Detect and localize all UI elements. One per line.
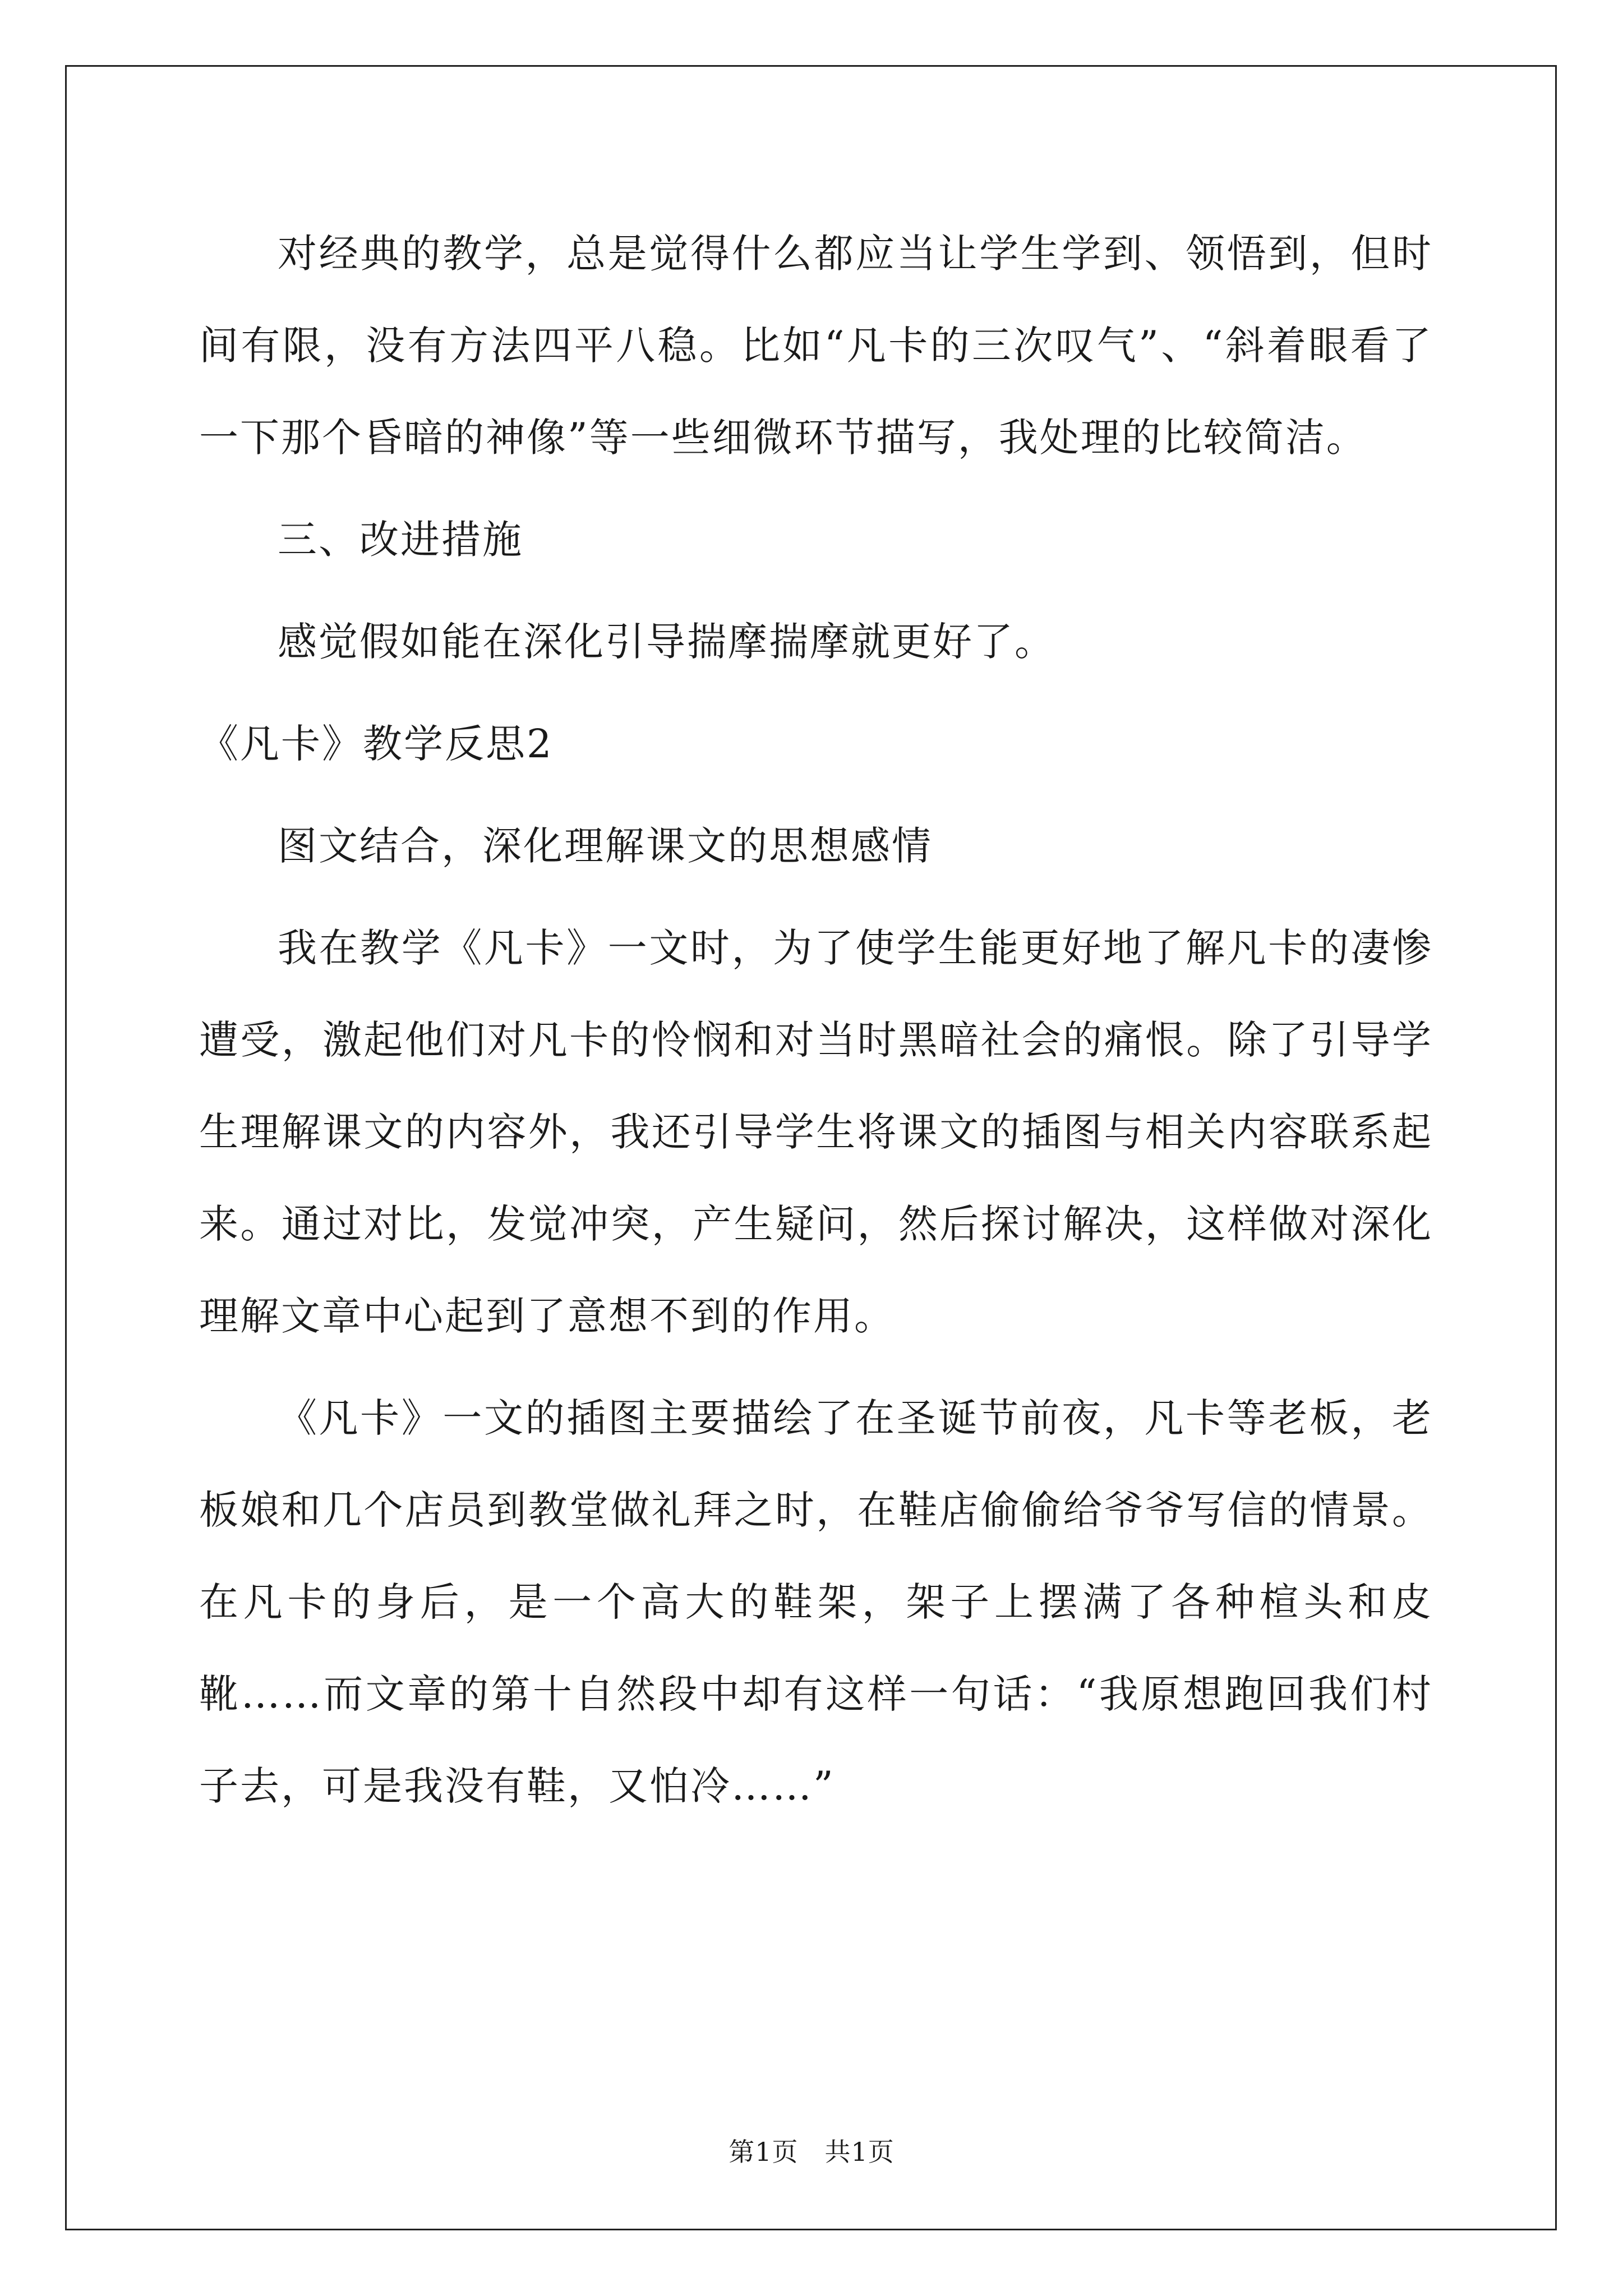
paragraph-3: 感觉假如能在深化引导揣摩揣摩就更好了。	[278, 619, 1055, 665]
paragraph-7: 《凡卡》一文的插图主要描绘了在圣诞节前夜，凡卡等老板，老板娘和几个店员到教堂做礼拜之时，在鞋店偷偷给爷爷写信的情景。在凡卡的身后，是一个高大的鞋架，架子上摆满了各种楦头和皮靴……而文章的第十自然段中却有这样一句话：“我原想跑回我们村子去，可是我没有鞋，又怕冷……”	[199, 1395, 1433, 1809]
paragraph-6: 我在教学《凡卡》一文时，为了使学生能更好地了解凡卡的凄惨遭受，激起他们对凡卡的怜悯和对当时黑暗社会的痛恨。除了引导学生理解课文的内容外，我还引导学生将课文的插图与相关内容联系起来。通过对比，发觉冲突，产生疑问，然后探讨解决，这样做对深化理解文章中心起到了意想不到的作用。	[199, 925, 1433, 1339]
page-footer: 第1页 共1页	[728, 2137, 895, 2167]
paragraph-1: 对经典的教学，总是觉得什么都应当让学生学到、领悟到，但时间有限，没有方法四平八稳。比如“凡卡的三次叹气”、“斜着眼看了一下那个昏暗的神像”等一些细微环节描写，我处理的比较简洁。	[199, 231, 1433, 461]
paragraph-2: 三、改进措施	[278, 517, 523, 563]
paragraph-5: 图文结合，深化理解课文的思想感情	[278, 823, 933, 869]
document-body	[199, 208, 1433, 1832]
section-heading: 《凡卡》教学反思2	[199, 721, 554, 767]
